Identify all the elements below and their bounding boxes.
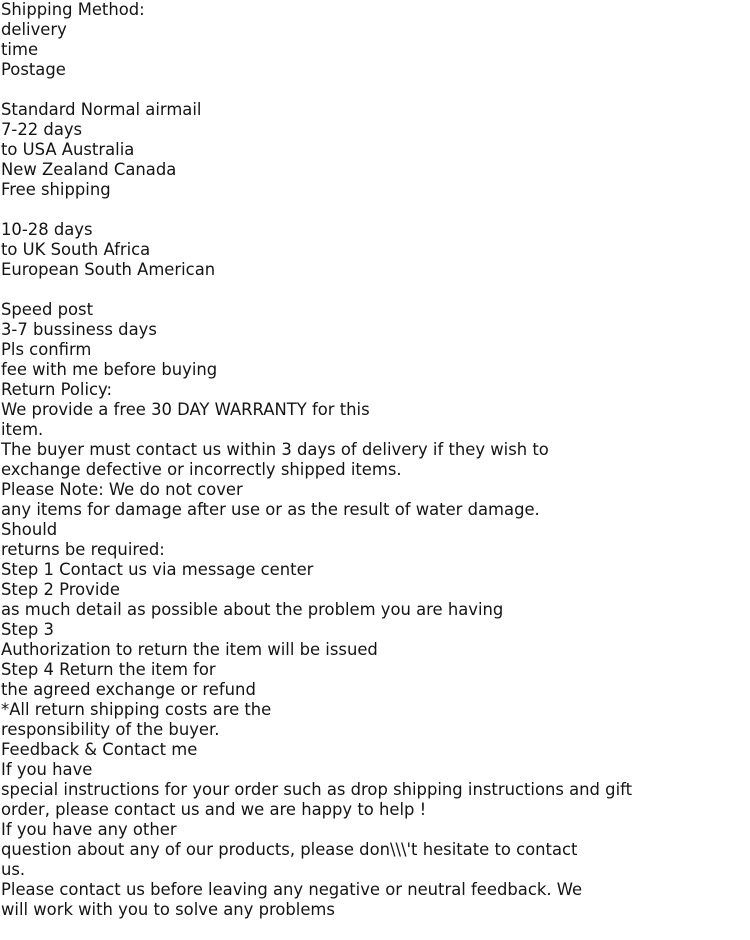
returns-intro-1: Should [1,520,58,539]
spacer [1,80,746,100]
return-step-3-title: Step 3 [1,620,54,639]
note-text-1: Please Note: We do not cover [1,480,243,499]
standard-destinations-2b: European South American [1,260,216,279]
return-costs-text-1: *All return shipping costs are the [1,700,272,719]
feedback-heading: Feedback & Contact me [1,740,198,759]
negative-feedback-1: Please contact us before leaving any negative or neutral feedback. We [1,880,583,899]
spacer [1,280,746,300]
other-questions-2: question about any of our products, please don\\\'t hesitate to contact [1,840,578,859]
return-step-2-title: Step 2 Provide [1,580,120,599]
standard-destinations-2a: to UK South Africa [1,240,151,259]
return-step-1: Step 1 Contact us via message center [1,560,314,579]
special-instructions-1: If you have [1,760,93,779]
warranty-text-1: We provide a free 30 DAY WARRANTY for this [1,400,370,419]
return-step-4-detail: the agreed exchange or refund [1,680,256,699]
standard-delivery-time-1: 7-22 days [1,120,83,139]
shipping-column-postage: Postage [1,60,66,79]
other-questions-1: If you have any other [1,820,177,839]
speed-post-time: 3-7 bussiness days [1,320,157,339]
special-instructions-2: special instructions for your order such as drop shipping instructions and gift [1,780,633,799]
standard-delivery-time-2: 10-28 days [1,220,93,239]
product-policy-document [1,0,746,920]
negative-feedback-2: will work with you to solve any problems [1,900,335,919]
return-step-4-title: Step 4 Return the item for [1,660,216,679]
shipping-method-heading: Shipping Method: [1,0,145,19]
other-questions-3: us. [1,860,26,879]
standard-destinations-1a: to USA Australia [1,140,135,159]
contact-window-text-1: The buyer must contact us within 3 days of delivery if they wish to [1,440,549,459]
speed-post-method: Speed post [1,300,93,319]
returns-intro-2: returns be required: [1,540,165,559]
special-instructions-3: order, please contact us and we are happy to help ! [1,800,427,819]
return-step-2-detail: as much detail as possible about the problem you are having [1,600,504,619]
shipping-column-delivery: delivery [1,20,67,39]
standard-shipping-method: Standard Normal airmail [1,100,202,119]
speed-post-fee-2: fee with me before buying [1,360,218,379]
return-step-3-detail: Authorization to return the item will be issued [1,640,378,659]
note-text-2: any items for damage after use or as the result of water damage. [1,500,540,519]
return-costs-text-2: responsibility of the buyer. [1,720,220,739]
contact-window-text-2: exchange defective or incorrectly shipped items. [1,460,402,479]
spacer [1,200,746,220]
standard-destinations-1b: New Zealand Canada [1,160,177,179]
speed-post-fee-1: Pls confirm [1,340,92,359]
return-policy-heading: Return Policy: [1,380,113,399]
shipping-column-time: time [1,40,39,59]
standard-postage: Free shipping [1,180,111,199]
warranty-text-2: item. [1,420,44,439]
